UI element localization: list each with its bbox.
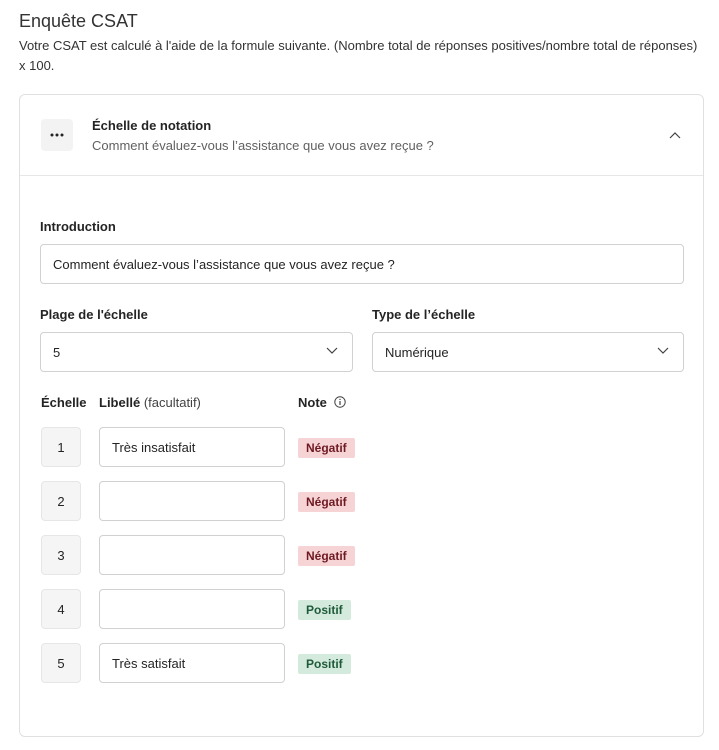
scale-number: 3 bbox=[41, 535, 81, 575]
info-icon[interactable] bbox=[334, 396, 346, 408]
note-badge: Négatif bbox=[298, 492, 355, 512]
scale-range-label: Plage de l'échelle bbox=[40, 307, 148, 322]
card-header[interactable] bbox=[20, 95, 703, 176]
scale-range-value: 5 bbox=[53, 344, 61, 360]
more-options-button[interactable] bbox=[41, 119, 73, 151]
note-badge: Positif bbox=[298, 654, 351, 674]
column-header-note bbox=[298, 395, 346, 410]
rating-scale-card bbox=[19, 94, 704, 737]
scale-number: 2 bbox=[41, 481, 81, 521]
note-badge: Négatif bbox=[298, 546, 355, 566]
note-badge: Négatif bbox=[298, 438, 355, 458]
page-title: Enquête CSAT bbox=[19, 11, 138, 31]
scale-number: 5 bbox=[41, 643, 81, 683]
card-title: Échelle de notation bbox=[92, 118, 212, 133]
scale-range-select[interactable] bbox=[40, 332, 353, 372]
note-badge: Positif bbox=[298, 600, 351, 620]
chevron-down-icon bbox=[657, 347, 669, 355]
page-description: Votre CSAT est calculé à l'aide de la formule suivante. (Nombre total de réponses positives/nombre total de réponses) x 100. bbox=[19, 38, 698, 73]
introduction-label: Introduction bbox=[40, 219, 116, 234]
scale-label-input[interactable] bbox=[99, 535, 285, 575]
scale-type-label: Type de l’échelle bbox=[372, 307, 476, 322]
column-header-label-hint: (facultatif) bbox=[143, 395, 201, 410]
card-subtitle: Comment évaluez-vous l’assistance que vous avez reçue ? bbox=[92, 138, 434, 153]
scale-label-input[interactable] bbox=[99, 589, 285, 629]
scale-number: 4 bbox=[41, 589, 81, 629]
column-header-label-text: Libellé bbox=[99, 395, 141, 410]
column-header-scale: Échelle bbox=[41, 395, 87, 410]
scale-type-value: Numérique bbox=[385, 344, 449, 360]
more-horizontal-icon bbox=[50, 133, 64, 137]
introduction-input[interactable] bbox=[40, 244, 684, 284]
scale-number: 1 bbox=[41, 427, 81, 467]
chevron-down-icon bbox=[326, 347, 338, 355]
chevron-up-icon bbox=[669, 131, 681, 139]
column-header-label bbox=[99, 395, 201, 410]
scale-type-select[interactable] bbox=[372, 332, 684, 372]
scale-label-input[interactable] bbox=[99, 643, 285, 683]
scale-label-input[interactable] bbox=[99, 481, 285, 521]
column-header-note-text: Note bbox=[298, 395, 327, 410]
collapse-button[interactable] bbox=[665, 125, 685, 145]
scale-label-input[interactable] bbox=[99, 427, 285, 467]
